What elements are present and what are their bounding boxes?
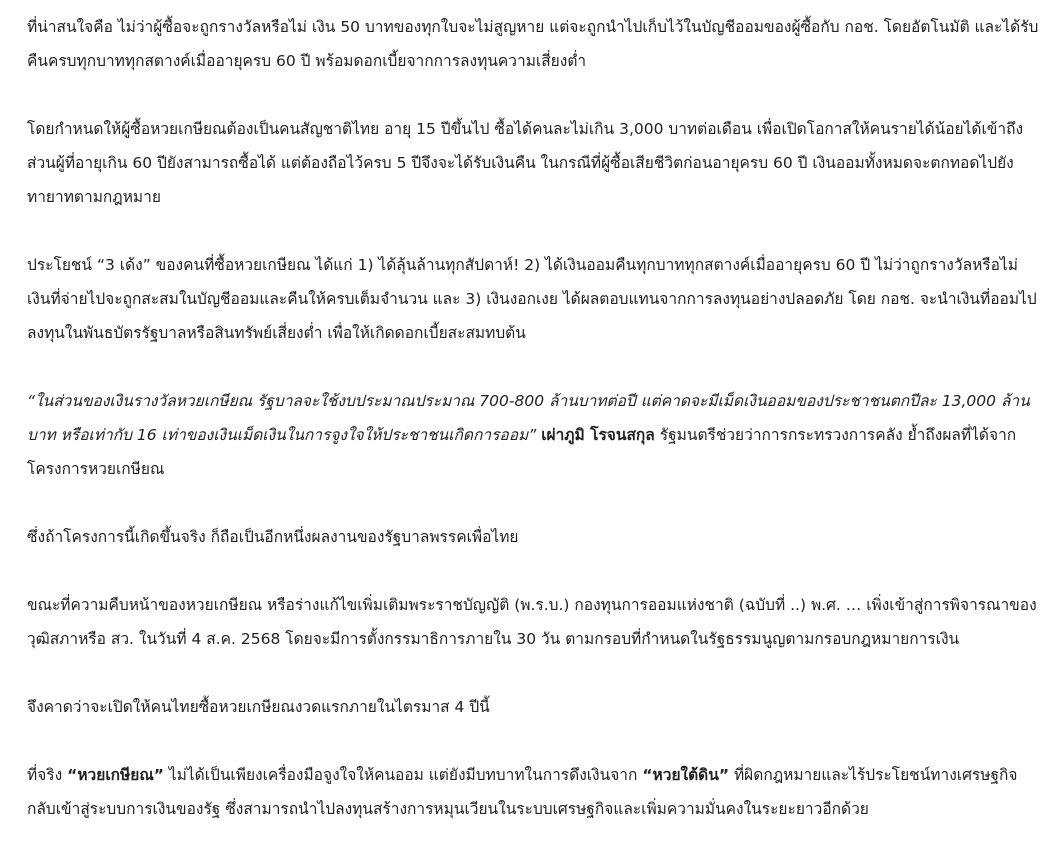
paragraph-eligibility: โดยกำหนดให้ผู้ซื้อหวยเกษียณต้องเป็นคนสัญชาติไทย อายุ 15 ปีขึ้นไป ซื้อได้คนละไม่เกิน 3,000 บาทต่อเดือน เพื่อเปิดโอกาสให้คนรายได้น้อยได้เข้าถึง ส่วนผู้ที่อายุเกิน 60 ปียังสามารถซื้อได้ แต่ต้องถือไว้ครบ 5 ปีจึงจะได้รับเงินคืน ในกรณีที่ผู้ซื้อเสียชีวิตก่อนอายุครบ 60 ปี เงินออมทั้งหมดจะตกทอดไปยังทายาทตามกฎหมาย — [27, 120, 1024, 206]
term-underground-lottery: “หวยใต้ดิน” — [642, 766, 730, 784]
term-retirement-lottery: “หวยเกษียณ” — [67, 766, 164, 784]
text-segment: ไม่ได้เป็นเพียงเครื่องมือจูงใจให้คนออม แต่ยังมีบทบาทในการดึงเงินจาก — [168, 766, 638, 784]
quote-text: “ในส่วนของเงินรางวัลหวยเกษียณ รัฐบาลจะใช้งบประมาณประมาณ 700-800 ล้านบาทต่อปี แต่คาดจะมีเม็ดเงินออมของประชาชนตกปีละ 13,000 ล้านบาท หรือเท่ากับ 16 เท่าของเงินเม็ดเงินในการจูงใจให้ประชาชนเกิดการออม” — [27, 392, 1030, 444]
quote-attribution: รัฐมนตรีช่วยว่าการกระทรวงการคลัง ย้ำถึงผลที่ได้จากโครงการหวยเกษียณ — [27, 426, 1017, 478]
quote-speaker: เผ่าภูมิ โรจนสกุล — [541, 426, 655, 444]
text-segment: ที่ผิดกฎหมายและไร้ประโยชน์ทางเศรษฐกิจกลับเข้าสู่ระบบการเงินของรัฐ ซึ่งสามารถนำไปลงทุนสร้างการหมุนเวียนในระบบเศรษฐกิจและเพิ่มความมั่นคงในระยะยาวอีกด้วย — [27, 766, 1018, 818]
paragraph-bill-progress: ขณะที่ความคืบหน้าของหวยเกษียณ หรือร่างแก้ไขเพิ่มเติมพระราชบัญญัติ (พ.ร.บ.) กองทุนการออมแห่งชาติ (ฉบับที่ ..) พ.ศ. … เพิ่งเข้าสู่การพิจารณาของวุฒิสภาหรือ สว. ในวันที่ 4 ส.ค. 2568 โดยจะมีการตั้งกรรมาธิการภายใน 30 วัน ตามกรอบที่กำหนดในรัฐธรรมนูญตามกรอบกฎหมายการเงิน — [27, 596, 1037, 648]
paragraph-government-achievement: ซึ่งถ้าโครงการนี้เกิดขึ้นจริง ก็ถือเป็นอีกหนึ่งผลงานของรัฐบาลพรรคเพื่อไทย — [27, 528, 519, 546]
paragraph-underground-lottery — [27, 758, 1042, 826]
text-segment: ที่จริง — [27, 766, 63, 784]
paragraph-launch-expectation: จึงคาดว่าจะเปิดให้คนไทยซื้อหวยเกษียณงวดแรกภายในไตรมาส 4 ปีนี้ — [27, 698, 490, 716]
paragraph-minister-quote — [27, 384, 1042, 486]
paragraph-savings-account: ที่น่าสนใจคือ ไม่ว่าผู้ซื้อจะถูกรางวัลหรือไม่ เงิน 50 บาทของทุกใบจะไม่สูญหาย แต่จะถูกนำไปเก็บไว้ในบัญชีออมของผู้ซื้อกับ กอช. โดยอัตโนมัติ และได้รับคืนครบทุกบาททุกสตางค์เมื่ออายุครบ 60 ปี พร้อมดอกเบี้ยจากการลงทุนความเสี่ยงต่ำ — [27, 18, 1039, 70]
paragraph-three-benefits: ประโยชน์ “3 เด้ง” ของคนที่ซื้อหวยเกษียณ ได้แก่ 1) ได้ลุ้นล้านทุกสัปดาห์! 2) ได้เงินออมคืนทุกบาททุกสตางค์เมื่ออายุครบ 60 ปี ไม่ว่าถูกรางวัลหรือไม่ เงินที่จ่ายไปจะถูกสะสมในบัญชีออมและคืนให้ครบเต็มจำนวน และ 3) เงินงอกเงย ได้ผลตอบแทนจากการลงทุนอย่างปลอดภัย โดย กอช. จะนำเงินที่ออมไปลงทุนในพันธบัตรรัฐบาลหรือสินทรัพย์เสี่ยงต่ำ เพื่อให้เกิดดอกเบี้ยสะสมทบต้น — [27, 256, 1037, 342]
